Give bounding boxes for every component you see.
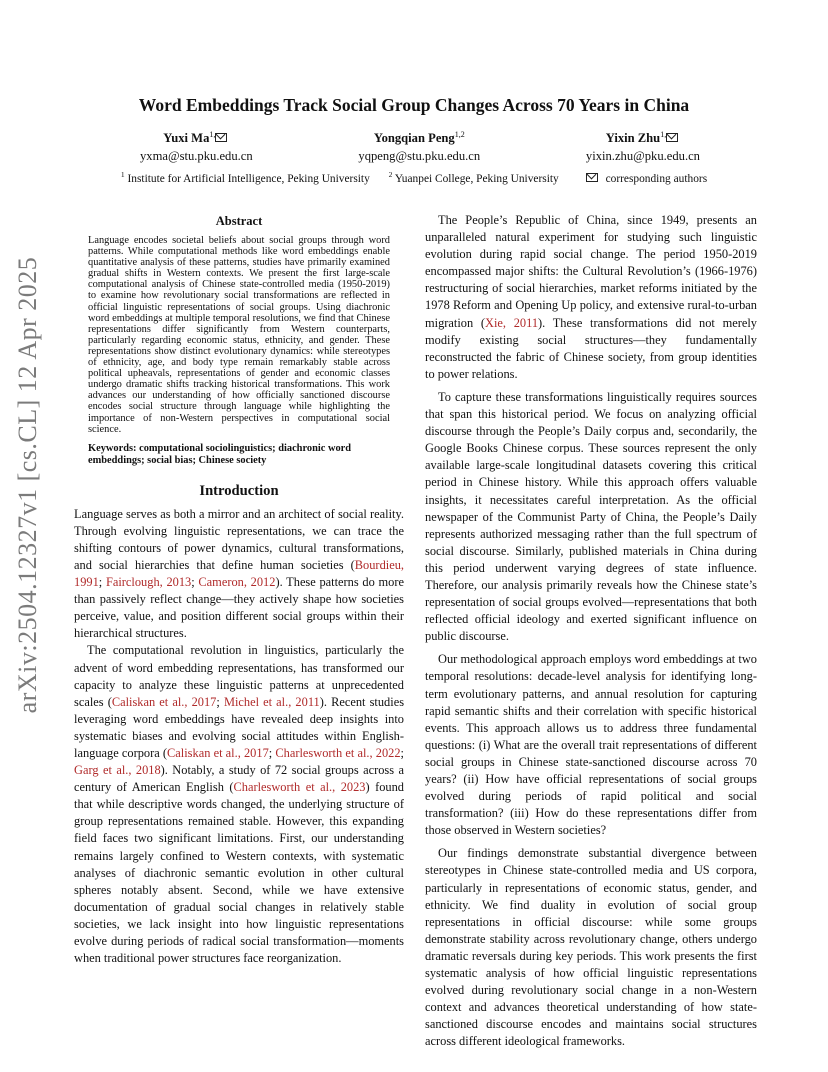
citation-link[interactable]: Fairclough, 2013 [105, 575, 192, 590]
citation-link[interactable]: Caliskan et al., 2017 [167, 746, 269, 760]
envelope-icon [666, 133, 678, 142]
citation-link[interactable]: Caliskan et al., 2017 [111, 694, 217, 709]
author-affil-sup: 1,2 [454, 130, 465, 139]
paragraph-text: ). These patterns do more than passively reflect change—they actively shape how societies perceive, value, and position different social groups within their hierarchical structures. [74, 575, 404, 641]
author-name: Yongqian Peng [373, 131, 455, 146]
paragraph [74, 506, 404, 643]
arxiv-identifier: arXiv:2504.12327v1 [cs.CL] 12 Apr 2025 [13, 256, 42, 714]
paragraph-text: To capture these transformations linguistically requires sources that span this historical period. We focus on analyzing official discourse through the People’s Daily corpus and, secondarily, the Google Books Chinese corpus. These sources represent the only available large-scale longitudinal datasets covering this critical period in Chinese history. While this approach offers valuable insights, it necessitates careful interpretation. As the official newspaper of the Communist Party of China, the People’s Daily represents authorized messaging rather than the full spectrum of social discourse. Similarly, published materials in China during this period underwent varying degrees of state influence. Therefore, our analysis primarily reveals how the Chinese state’s representation of social groups evolved—representations that both reflected official ideology and exerted significant influence on public discourse. [425, 389, 757, 644]
citation-link[interactable]: Xie, 2011 [485, 315, 539, 330]
introduction-body-right [425, 212, 757, 1051]
envelope-icon [215, 133, 227, 142]
citation-link[interactable]: Cameron, 2012 [198, 575, 276, 590]
right-column [425, 212, 757, 1057]
author-email[interactable]: yixin.zhu@pku.edu.cn [585, 149, 700, 164]
affiliation-1 [120, 170, 370, 185]
paragraph-text: ; [98, 575, 106, 590]
citation-link[interactable]: Garg et al., 2018 [74, 763, 161, 778]
affil-text: Institute for Artificial Intelligence, Peking University [127, 172, 370, 185]
left-column [74, 210, 404, 967]
author-1 [140, 126, 253, 165]
affiliation-2 [388, 170, 559, 185]
citation-link[interactable]: Michel et al., 2011 [223, 694, 320, 709]
citation-link[interactable]: Charlesworth et al., 2022 [275, 746, 401, 760]
author-list [140, 126, 700, 165]
author-affil-sup: 1, [660, 130, 667, 139]
affil-sup: 2 [388, 170, 393, 179]
corresponding-note [578, 173, 708, 185]
affil-text: Yuanpei College, Peking University [394, 172, 559, 185]
paragraph-text: Our findings demonstrate substantial divergence between stereotypes in Chinese state-controlled media and US corpora, particularly in representations of economic status, gender, and ethnicity. We find duality in evolution of social group representations in official discourse: while some groups demonstrate stability across revolutionary change, others undergo dramatic reversals during key periods. This work presents the first systematic analysis of how official linguistic representations evolved during revolutionary social change in a non-Western context and advances theoretical understanding of how state-sanctioned discourse encodes and maintains social structures across different ideological frameworks. [425, 846, 757, 1049]
paragraph-text: The computational revolution in linguistics, particularly the advent of word embedding representations, has transformed our capacity to analyze these linguistic patterns at unprecedented scales ( [74, 643, 404, 709]
citation-link[interactable]: Bourdieu, 1991 [74, 557, 404, 590]
abstract-heading: Abstract [215, 214, 263, 228]
paragraph [425, 845, 757, 1050]
keywords: Keywords: computational sociolinguistics; diachronic word embeddings; social bias; Chinese society [88, 442, 352, 466]
introduction-heading: Introduction [199, 482, 279, 499]
citation-link[interactable]: Charlesworth et al., 2023 [233, 780, 366, 795]
author-email[interactable]: yqpeng@stu.pku.edu.cn [358, 149, 481, 164]
paragraph-text: ; [216, 694, 224, 709]
paragraph-text: ; [400, 746, 404, 760]
abstract-text: Language encodes societal beliefs about social groups through word patterns. While computational methods like word embeddings enable quantitative analysis of these patterns, studies have primarily examined gradual shifts in Western contexts. We present the first large-scale computational analysis of Chinese state-controlled media (1950-2019) to examine how revolutionary social transformations are reflected in official linguistic representations of social groups. Using diachronic word embeddings at multiple temporal resolutions, we find that Chinese representations differ significantly from Western counterparts, particularly regarding economic status, ethnicity, and gender. These representations show distinct evolutionary dynamics: while stereotypes of ethnicity, age, and body type remain remarkably stable across political upheavals, representations of gender and economic classes undergo dramatic shifts tracking historical transformations. This work advances our understanding of how officially sanctioned discourse encodes social structure through language while highlighting the importance of non-Western perspectives in computational social science. [88, 235, 390, 435]
envelope-icon [586, 173, 598, 182]
paragraph-text: Our methodological approach employs word embeddings at two temporal resolutions: decade-level analysis for identifying long-term evolutionary patterns, and annual resolution for capturing rapid semantic shifts and their correlation with specific historical events. This approach allows us to address three fundamental questions: (i) What are the overall trait representations of different social groups in Chinese state-sanctioned discourse across 70 years? (ii) How have official representations of social groups evolved during periods of rapid political and social transformation? (iii) How do these representations differ from those observed in Western societies? [425, 652, 757, 838]
author-name: Yixin Zhu [605, 131, 661, 146]
paragraph-text: Language serves as both a mirror and an architect of social reality. Through evolving linguistic representations, we can trace the shifting contours of power dynamics, cultural transformations, and social hierarchies that define human societies ( [74, 506, 404, 572]
author-name: Yuxi Ma [163, 131, 210, 146]
paragraph [425, 651, 757, 839]
corresponding-text: corresponding authors [605, 172, 708, 185]
paragraph [74, 642, 404, 967]
author-email[interactable]: yxma@stu.pku.edu.cn [140, 149, 253, 164]
paragraph [425, 389, 757, 645]
affiliations [60, 170, 768, 185]
affil-sup: 1 [120, 170, 125, 179]
paragraph-text: ; [268, 746, 276, 760]
paragraph-text: ). Recent studies leveraging word embeddings have revealed deep insights into systematic biases and evolving social attitudes within English-language corpora ( [74, 694, 405, 760]
paragraph [425, 212, 757, 383]
author-affil-sup: 1, [209, 130, 216, 139]
paragraph-text: ; [191, 575, 199, 590]
author-3 [586, 126, 700, 165]
introduction-body-left [74, 506, 404, 968]
paragraph-text: ) found that while descriptive words changed, the underlying structure of group representations remained stable. However, this expanding field faces two significant limitations. First, our understanding remains largely confined to Western contexts, with systematic analyses of diachronic semantic evolution in other cultural spheres notably absent. Second, while we have extensive documentation of gradual social changes in relatively stable societies, we lack insight into how linguistic representations evolve during periods of radical social transformation—moments when traditional power structures face reorganization. [74, 780, 404, 966]
paragraph-text: ). These transformations did not merely modify existing social structures—they fundamentally reconstructed the fabric of Chinese society, from group identities to power relations. [425, 315, 757, 381]
paper-title: Word Embeddings Track Social Group Changes Across 70 Years in China [138, 95, 690, 115]
author-2 [358, 126, 480, 165]
paragraph-text: The People’s Republic of China, since 1949, presents an unparalleled natural experiment for studying such linguistic evolution during rapid social change. The period 1950-2019 encompassed major shifts: the Cultural Revolution’s (1966-1976) restructuring of social hierarchies, market reforms initiated by the 1978 Reform and Opening Up policy, and extensive rural-to-urban migration ( [425, 213, 757, 330]
paragraph-text: ). Notably, a study of 72 social groups across a century of American English ( [74, 763, 404, 795]
